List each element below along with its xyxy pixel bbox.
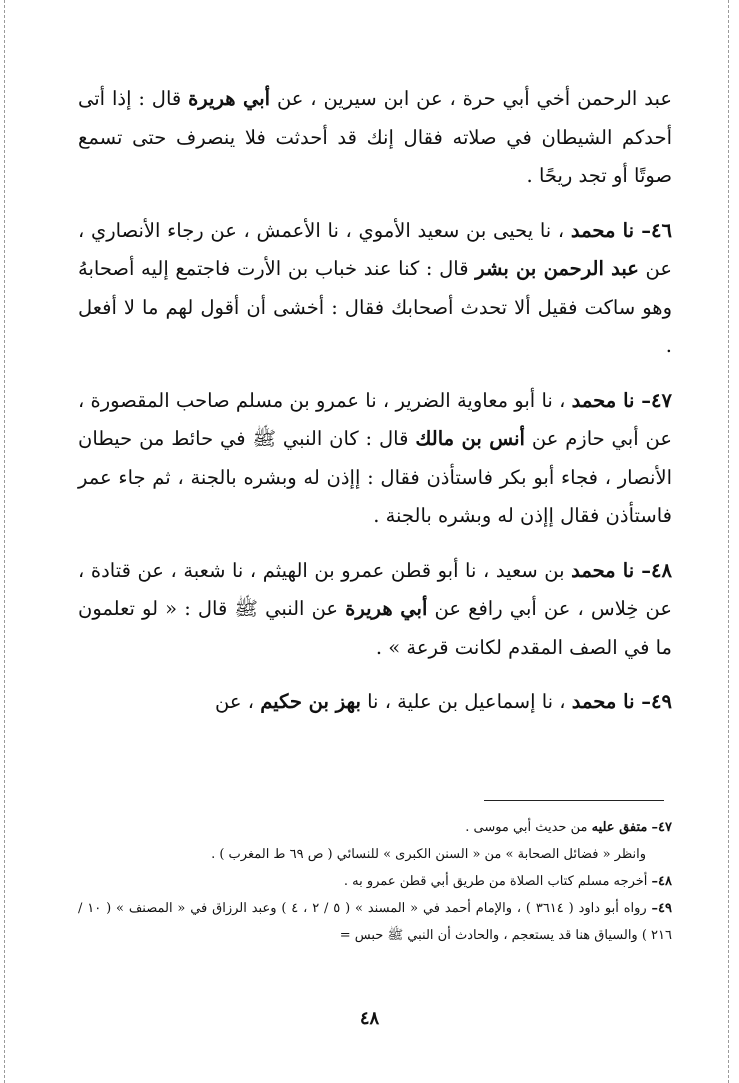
- paragraph-text: عبد الرحمن أخي أبي حرة ، عن ابن سيرين ، عن: [270, 87, 672, 110]
- hadith-paragraph-49: [78, 683, 672, 722]
- hadith-number: ٤٧– نا محمد: [571, 388, 672, 412]
- footnote-text: من حديث أبي موسى .: [465, 820, 592, 835]
- hadith-paragraph-48: [78, 552, 672, 668]
- paragraph-text: عن النبي ﷺ قال : « لو تعلمون ما في الصف المقدم لكانت قرعة » .: [78, 597, 672, 659]
- paragraph-text: بن سعيد ، نا أبو قطن عمرو بن الهيثم ، نا شعبة ، عن قتادة ، عن خِلاس ، عن أبي رافع عن: [78, 558, 672, 620]
- scan-edge-line-left: [4, 0, 5, 1083]
- page-number: ٤٨: [359, 1008, 380, 1029]
- paragraph-text: ، نا أبو معاوية الضرير ، نا عمرو بن مسلم صاحب المقصورة ، عن أبي حازم عن: [78, 388, 673, 450]
- footnote-49: [78, 895, 672, 949]
- paragraph-text: ، نا إسماعيل بن علية ، نا: [360, 690, 572, 713]
- paragraph-text: قال : إذا أتى أحدكم الشيطان في صلاته فقال إنك قد أحدثت فلا ينصرف حتى تسمع صوتًا أو تجد ريحًا .: [78, 87, 672, 187]
- paragraph-text: قال : كنا عند خباب بن الأرت فاجتمع إليه أصحابهُ وهو ساكت فقيل ألا تحدث أصحابك فقال : أخشى أن أقول لهم ما لا أفعل .: [78, 257, 672, 357]
- footnote-number: ٤٩–: [651, 901, 672, 916]
- footnote-text: وانظر « فضائل الصحابة » من « السنن الكبرى » للنسائي ( ص ٦٩ ط المغرب ) .: [211, 847, 646, 862]
- scan-edge-line-right: [728, 0, 729, 1083]
- hadith-paragraph-continued: [78, 80, 672, 196]
- footnote-48: [78, 868, 672, 895]
- narrator-name-bold: أبي هريرة: [345, 597, 428, 620]
- narrator-name-bold: بهز بن حكيم: [260, 690, 361, 713]
- narrator-name-bold: أبي هريرة: [188, 87, 271, 110]
- hadith-number: ٤٦– نا محمد: [570, 218, 672, 242]
- narrator-name-bold: عبد الرحمن بن بشر: [475, 257, 639, 280]
- paragraph-text: قال : كان النبي ﷺ في حائط من حيطان الأنصار ، فجاء أبو بكر فاستأذن فقال : إإذن له وبشره بالجنة ، ثم جاء عمر فاستأذن فقال إإذن له وبشره بالجنة .: [78, 427, 672, 527]
- footnote-47-continued: [78, 841, 672, 868]
- paragraph-text: ، عن: [215, 690, 261, 713]
- hadith-number: ٤٩– نا محمد: [571, 690, 672, 713]
- footnotes-section: [78, 814, 672, 949]
- footnote-divider: [484, 800, 664, 801]
- main-text-body: [78, 80, 672, 722]
- hadith-number: ٤٨– نا محمد: [571, 558, 672, 582]
- hadith-paragraph-47: [78, 382, 672, 536]
- footnote-text: أخرجه مسلم كتاب الصلاة من طريق أبي قطن عمرو به .: [343, 874, 652, 889]
- hadith-paragraph-46: [78, 212, 672, 366]
- paragraph-text: ، نا يحيى بن سعيد الأموي ، نا الأعمش ، عن رجاء الأنصاري ، عن: [78, 218, 673, 280]
- narrator-name-bold: أنس بن مالك: [415, 427, 525, 450]
- footnote-47: [78, 814, 672, 841]
- footnote-text: رواه أبو داود ( ٣٦١٤ ) ، والإمام أحمد في « المسند » ( ٥ / ٢ ، ٤ ) وعبد الرزاق في « المصنف » ( ١٠ / ٢١٦ ) والسياق هنا قد يستعجم ، والحادث أن النبي ﷺ حبس =: [78, 901, 672, 943]
- footnote-bold-phrase: متفق عليه: [591, 820, 648, 835]
- footnote-number: ٤٧–: [651, 820, 672, 835]
- footnote-number: ٤٨–: [651, 874, 672, 889]
